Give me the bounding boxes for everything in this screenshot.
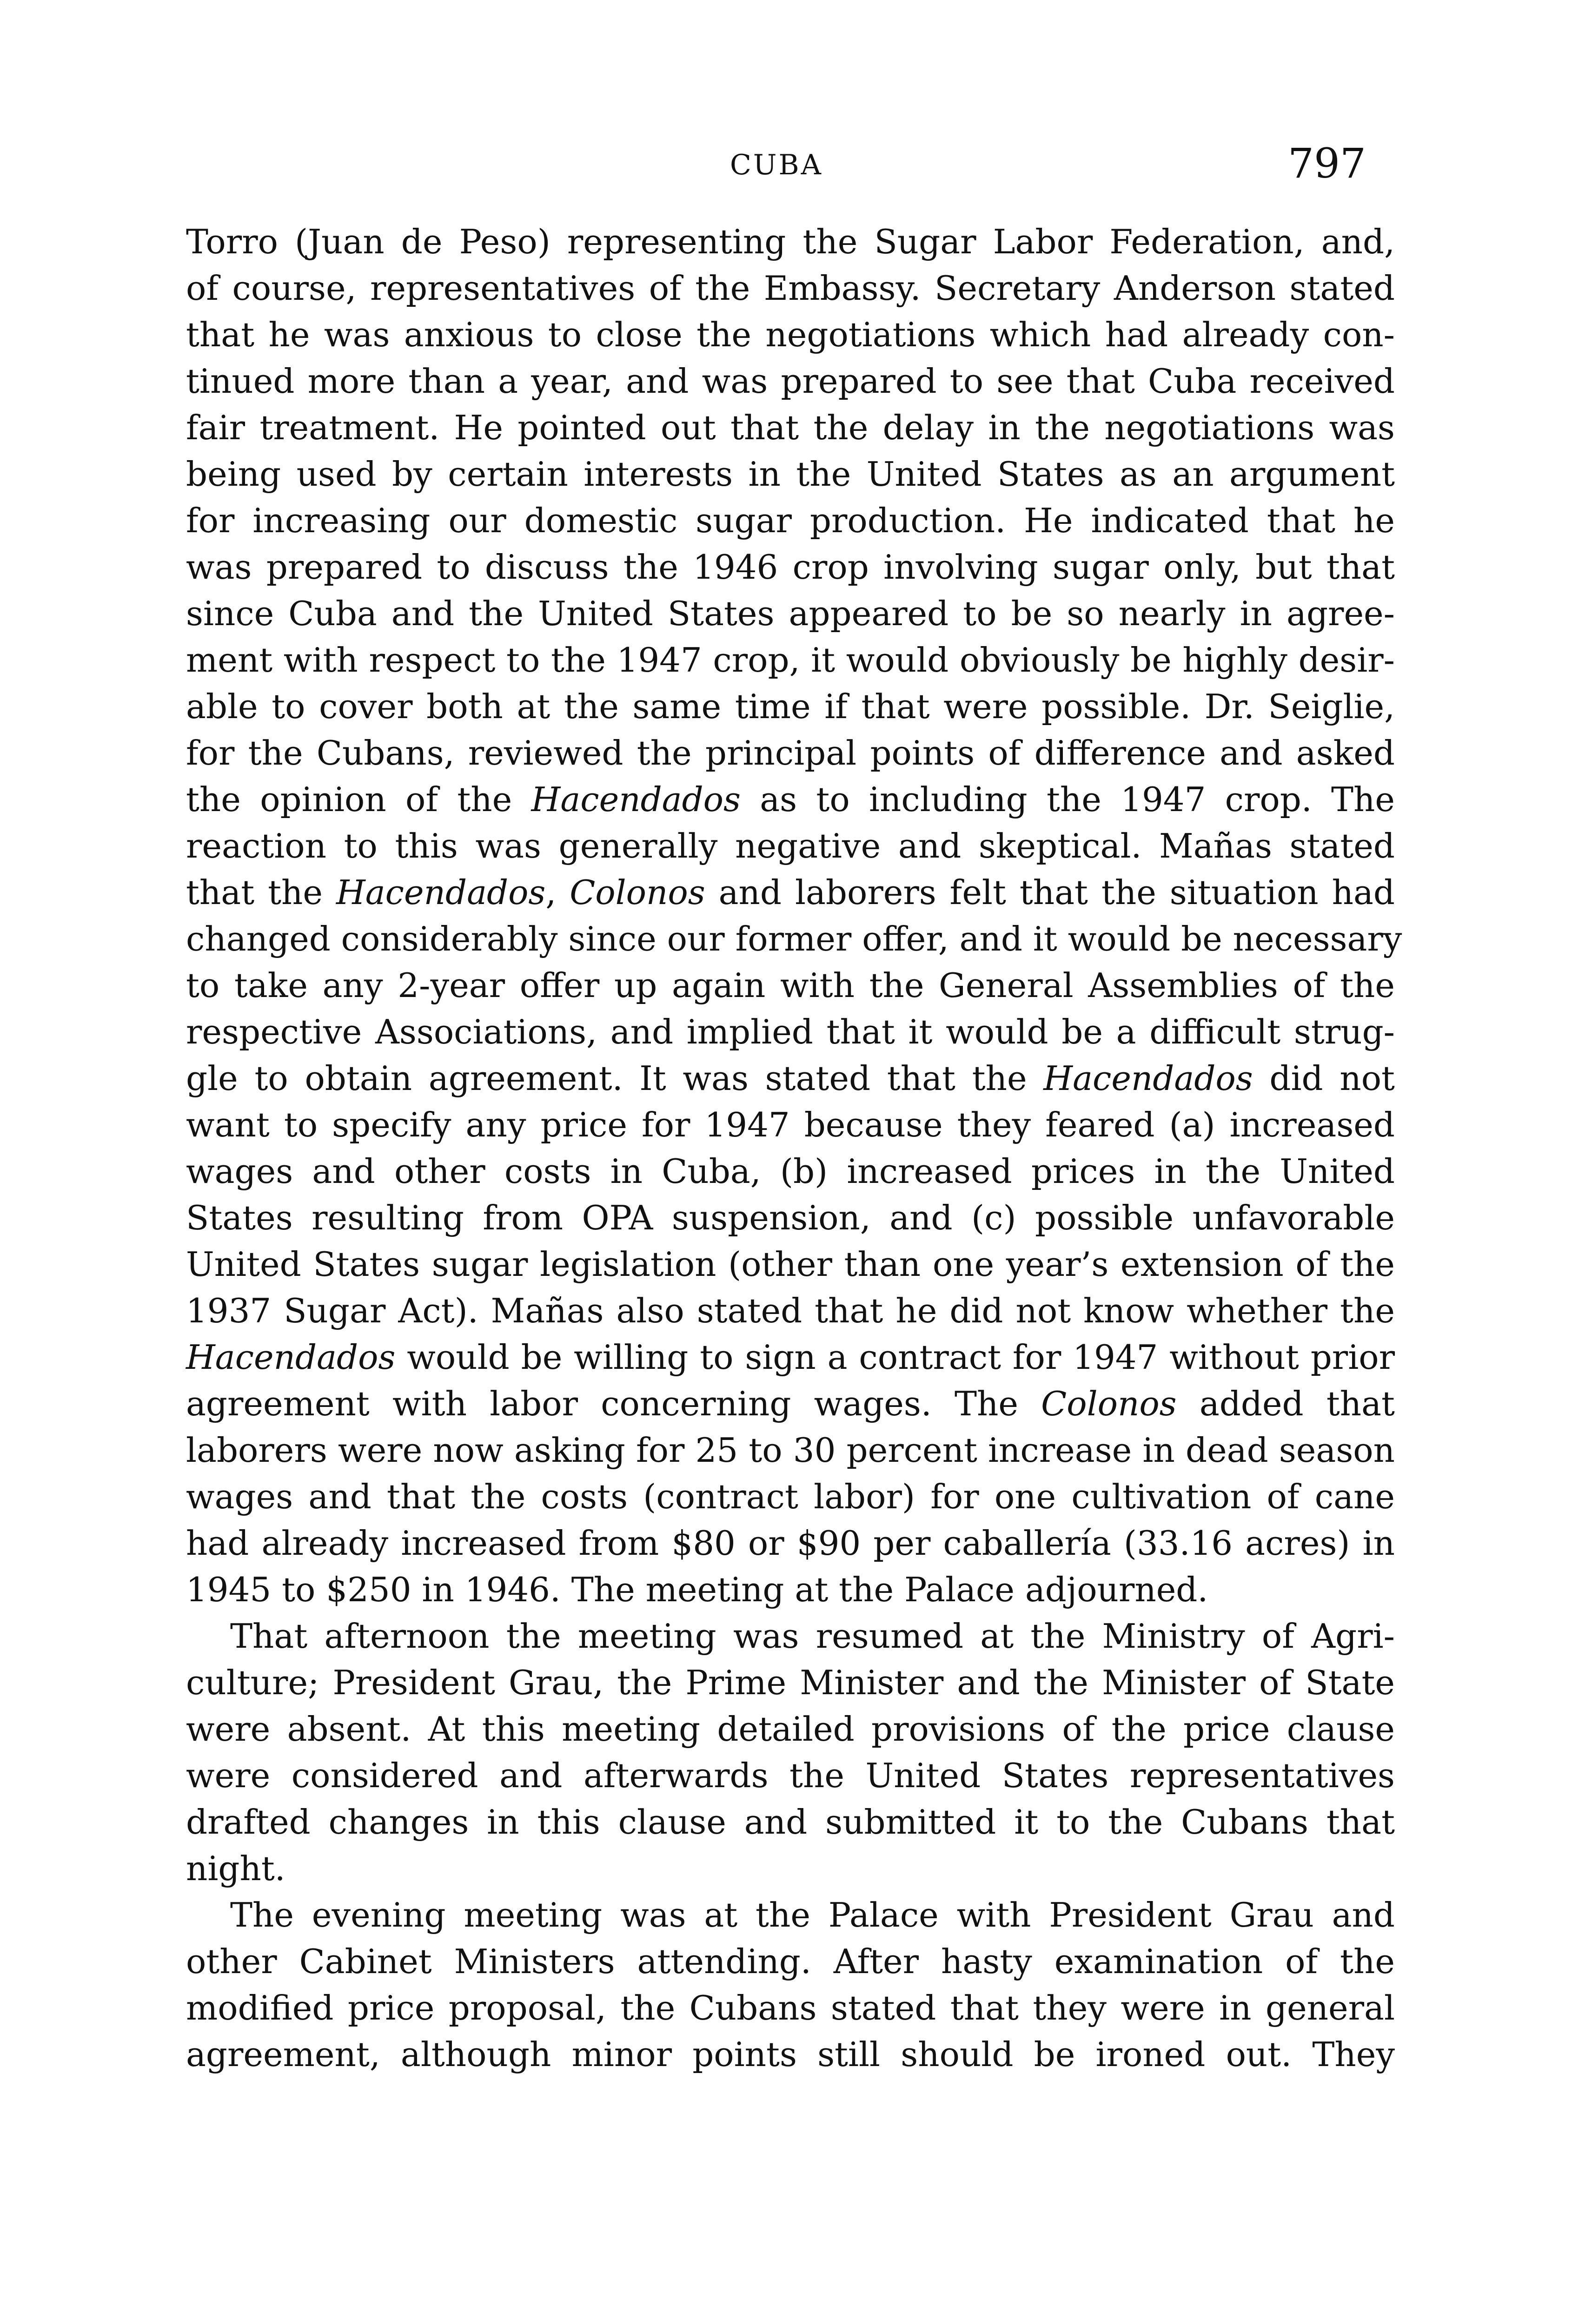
text-line: The evening meeting was at the Palace with President Grau and: [230, 1895, 1395, 1934]
text-line: want to specify any price for 1947 because they feared (a) increased: [186, 1105, 1395, 1144]
text-line: wages and that the costs (contract labor) for one cultivation of cane: [186, 1477, 1395, 1516]
text-line: the opinion of the Hacendados as to including the 1947 crop. The: [186, 780, 1395, 819]
text-line: 1937 Sugar Act). Mañas also stated that he did not know whether the: [186, 1291, 1395, 1330]
text-line: being used by certain interests in the United States as an argument: [186, 455, 1395, 494]
running-head: [0, 139, 1585, 195]
italic-term: Hacendados: [336, 873, 546, 912]
italic-term: Hacendados: [531, 780, 741, 819]
text-line: respective Associations, and implied that it would be a difficult strug-: [186, 1012, 1395, 1051]
italic-term: Colonos: [1041, 1384, 1177, 1423]
text-line: wages and other costs in Cuba, (b) increased prices in the United: [186, 1152, 1395, 1191]
text-line: that the Hacendados, Colonos and laborers felt that the situation had: [186, 873, 1395, 912]
text-line: States resulting from OPA suspension, and (c) possible unfavorable: [186, 1198, 1395, 1237]
text-line: other Cabinet Ministers attending. After hasty examination of the: [186, 1942, 1395, 1981]
page-number: 797: [1288, 139, 1366, 187]
italic-term: Hacendados: [1043, 1059, 1253, 1098]
text-line: to take any 2-year offer up again with the General Assemblies of the: [186, 966, 1395, 1005]
text-line: laborers were now asking for 25 to 30 percent increase in dead season: [186, 1431, 1395, 1470]
text-line: modified price proposal, the Cubans stated that they were in general: [186, 1988, 1395, 2027]
text-line: able to cover both at the same time if that were possible. Dr. Seiglie,: [186, 687, 1395, 726]
running-title: CUBA: [730, 149, 823, 181]
text-line: reaction to this was generally negative and skeptical. Mañas stated: [186, 826, 1395, 865]
text-line: 1945 to $250 in 1946. The meeting at the Palace adjourned.: [186, 1570, 1208, 1609]
text-line: gle to obtain agreement. It was stated that the Hacendados did not: [186, 1059, 1395, 1098]
text-line: for increasing our domestic sugar production. He indicated that he: [186, 501, 1395, 540]
text-line: night.: [186, 1849, 285, 1888]
paragraph-3: [186, 1892, 1395, 2078]
text-line: tinued more than a year, and was prepared to see that Cuba received: [186, 362, 1395, 401]
text-line: changed considerably since our former offer, and it would be necessary: [186, 919, 1402, 958]
text-line: drafted changes in this clause and submitted it to the Cubans that: [186, 1802, 1395, 1842]
italic-term: Colonos: [570, 873, 705, 912]
text-line: of course, representatives of the Embassy. Secretary Anderson stated: [186, 269, 1395, 308]
text-line: ment with respect to the 1947 crop, it would obviously be highly desir-: [186, 640, 1395, 680]
text-line: fair treatment. He pointed out that the delay in the negotiations was: [186, 408, 1395, 447]
body-text: [186, 218, 1402, 2078]
text-line: had already increased from $80 or $90 per caballería (33.16 acres) in: [186, 1524, 1395, 1563]
text-line: since Cuba and the United States appeared to be so nearly in agree-: [186, 594, 1395, 633]
text-line: were considered and afterwards the United States representatives: [186, 1756, 1395, 1795]
paragraph-2: [186, 1613, 1395, 1892]
text-line: culture; President Grau, the Prime Minister and the Minister of State: [186, 1663, 1395, 1702]
text-line: agreement, although minor points still should be ironed out. They: [186, 2035, 1395, 2074]
paragraph-1: [186, 218, 1402, 1613]
text-line: Torro (Juan de Peso) representing the Sugar Labor Federation, and,: [186, 222, 1395, 261]
text-line: That afternoon the meeting was resumed at the Ministry of Agri-: [230, 1617, 1395, 1656]
text-line: for the Cubans, reviewed the principal points of difference and asked: [186, 733, 1395, 772]
text-line: Hacendados would be willing to sign a contract for 1947 without prior: [186, 1338, 1395, 1377]
text-line: was prepared to discuss the 1946 crop involving sugar only, but that: [186, 548, 1395, 587]
text-line: agreement with labor concerning wages. The Colonos added that: [186, 1384, 1395, 1423]
text-line: that he was anxious to close the negotiations which had already con-: [186, 315, 1395, 354]
text-line: were absent. At this meeting detailed provisions of the price clause: [186, 1710, 1395, 1749]
text-line: United States sugar legislation (other than one year’s extension of the: [186, 1245, 1395, 1284]
italic-term: Hacendados: [186, 1338, 396, 1377]
